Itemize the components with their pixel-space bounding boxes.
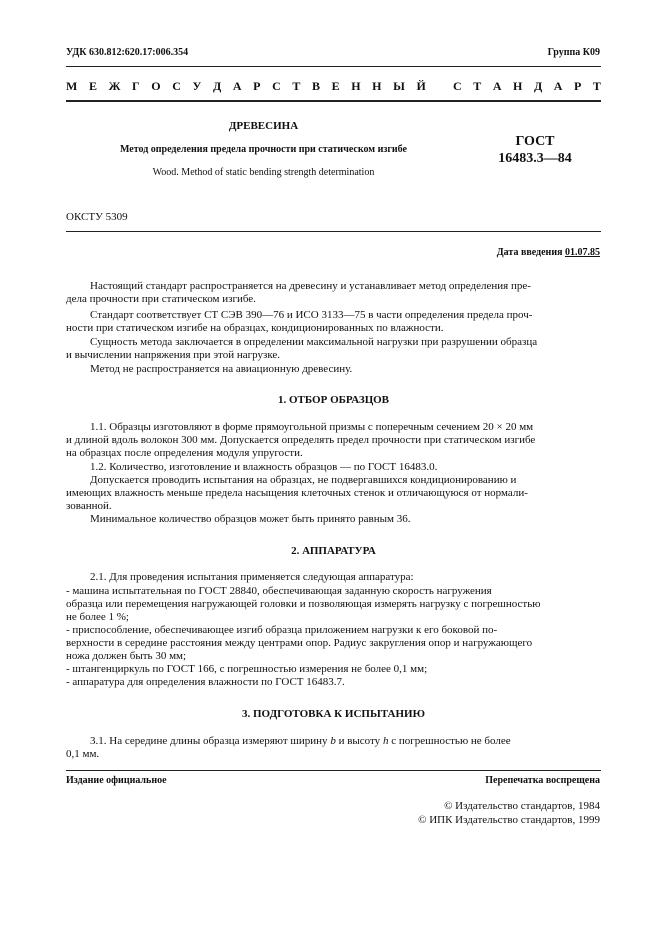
okstu-code: ОКСТУ 5309 [66, 211, 128, 223]
var-h: h [382, 735, 389, 747]
banner-letter: С [272, 79, 281, 93]
section2-line: ножа должен быть 30 мм; [66, 650, 187, 662]
section2-line: образца или перемещения нагружающей головки и позволяющая измерять нагрузку с погрешностью [66, 598, 541, 610]
section2-line: верхности в середине расстояния между центрами опор. Радиус закругления опор и нагружающего [66, 637, 533, 649]
banner-letter: Н [351, 79, 361, 93]
banner-letter: Р [253, 79, 261, 93]
banner-letter: Р [574, 79, 582, 93]
edition-official: Издание официальное [66, 775, 167, 786]
udk-code: УДК 630.812:620.17:006.354 [66, 47, 189, 58]
section2-line: не более 1 %; [66, 611, 129, 623]
banner [66, 79, 601, 94]
section1-line: зованной. [66, 500, 112, 512]
banner-letter: Е [88, 79, 97, 93]
banner-letter: Ж [108, 79, 121, 93]
section2-line: - машина испытательная по ГОСТ 28840, обеспечивающая заданную скорость нагружения [66, 585, 492, 597]
banner-letter: А [553, 79, 563, 93]
okstu-rule [66, 231, 601, 232]
intro-p1-l2: дела прочности при статическом изгибе. [66, 293, 256, 305]
banner-letter: Й [416, 79, 426, 93]
copyright-1999: © ИПК Издательство стандартов, 1999 [418, 814, 600, 826]
copyright-1984: © Издательство стандартов, 1984 [444, 800, 600, 812]
banner-letter: Д [212, 79, 222, 93]
section1-heading: 1. ОТБОР ОБРАЗЦОВ [277, 394, 390, 406]
section3-text-a: 3.1. На середине длины образца измеряют ширину [90, 735, 331, 747]
banner-letter: Т [473, 79, 482, 93]
section3-line-1 [66, 735, 599, 748]
section1-line: Допускается проводить испытания на образцах, не подвергавшихся кондиционированию и [90, 474, 517, 486]
intro-date-label: Дата введения [496, 247, 565, 258]
section2-line: - штангенциркуль по ГОСТ 166, с погрешностью измерения не более 0,1 мм; [66, 663, 428, 675]
var-b: b [330, 735, 336, 747]
banner-letter: Т [292, 79, 301, 93]
intro-p2-l2: ности при статическом изгибе на образцах, кондиционированных по влажности. [66, 322, 444, 334]
banner-letter: Н [372, 79, 382, 93]
intro-p1-l1: Настоящий стандарт распространяется на древесину и устанавливает метод определения пре- [90, 280, 531, 292]
intro-p2-l1: Стандарт соответствует СТ СЭВ 390—76 и ИСО 3133—75 в части определения предела проч- [90, 309, 533, 321]
header-rule-top [66, 66, 601, 67]
banner-letter: Г [132, 79, 140, 93]
reprint-prohibited: Перепечатка воспрещена [485, 775, 600, 786]
banner-letter: У [192, 79, 202, 93]
gost-number: 16483.3—84 [498, 151, 572, 166]
section3-text-b: и высоту [335, 735, 383, 747]
footer-rule [66, 770, 601, 771]
section1-line: Минимальное количество образцов может быть принято равным 36. [90, 513, 411, 525]
banner-letter: Е [331, 79, 340, 93]
gost-label: ГОСТ [515, 134, 555, 149]
banner-letter: В [311, 79, 320, 93]
section1-line: 1.2. Количество, изготовление и влажность образцов — по ГОСТ 16483.0. [90, 461, 438, 473]
doc-subtitle-en: Wood. Method of static bending strength determination [152, 167, 375, 178]
section1-line: на образцах после определения модуля упругости. [66, 447, 303, 459]
intro-date [497, 247, 600, 258]
section3-heading: 3. ПОДГОТОВКА К ИСПЫТАНИЮ [242, 708, 425, 720]
section2-line: 2.1. Для проведения испытания применяется следующая аппаратура: [90, 571, 414, 583]
banner-word-2 [453, 79, 601, 94]
banner-letter: Н [513, 79, 523, 93]
section3-text-c: с погрешностью не более [388, 735, 511, 747]
section1-line: 1.1. Образцы изготовляют в форме прямоугольной призмы с поперечным сечением 20 × 20 мм [90, 421, 534, 433]
section1-line: и длиной вдоль волокон 300 мм. Допускается определять предел прочности при статическом изгибе [66, 434, 536, 446]
banner-letter: А [232, 79, 242, 93]
banner-word-1 [66, 79, 426, 94]
banner-letter: С [453, 79, 462, 93]
intro-p3-l1: Сущность метода заключается в определении максимальной нагрузки при разрушении образца [90, 336, 538, 348]
section3-line-2: 0,1 мм. [66, 748, 100, 760]
group-code: Группа К09 [547, 47, 600, 58]
intro-p4: Метод не распространяется на авиационную древесину. [90, 363, 353, 375]
intro-date-value: 01.07.85 [565, 247, 600, 258]
doc-title: ДРЕВЕСИНА [228, 120, 299, 132]
section1-line: имеющих влажность меньше предела насыщения клеточных стенок и отличающуюся от нормали- [66, 487, 528, 499]
section2-heading: 2. АППАРАТУРА [291, 545, 376, 557]
banner-letter: Д [533, 79, 543, 93]
banner-letter: С [172, 79, 181, 93]
banner-letter: М [66, 79, 78, 93]
section2-line: - аппаратура для определения влажности по ГОСТ 16483.7. [66, 676, 345, 688]
banner-letter: О [151, 79, 161, 93]
section2-line: - приспособление, обеспечивающее изгиб образца приложением нагрузки к его боковой по- [66, 624, 498, 636]
banner-letter: А [492, 79, 502, 93]
banner-letter: Ы [393, 79, 405, 93]
doc-subtitle-ru: Метод определения предела прочности при статическом изгибе [120, 144, 407, 155]
intro-p3-l2: и вычислении напряжения при этой нагрузке. [66, 349, 281, 361]
header-rule-bottom [66, 100, 601, 102]
banner-letter: Т [592, 79, 601, 93]
